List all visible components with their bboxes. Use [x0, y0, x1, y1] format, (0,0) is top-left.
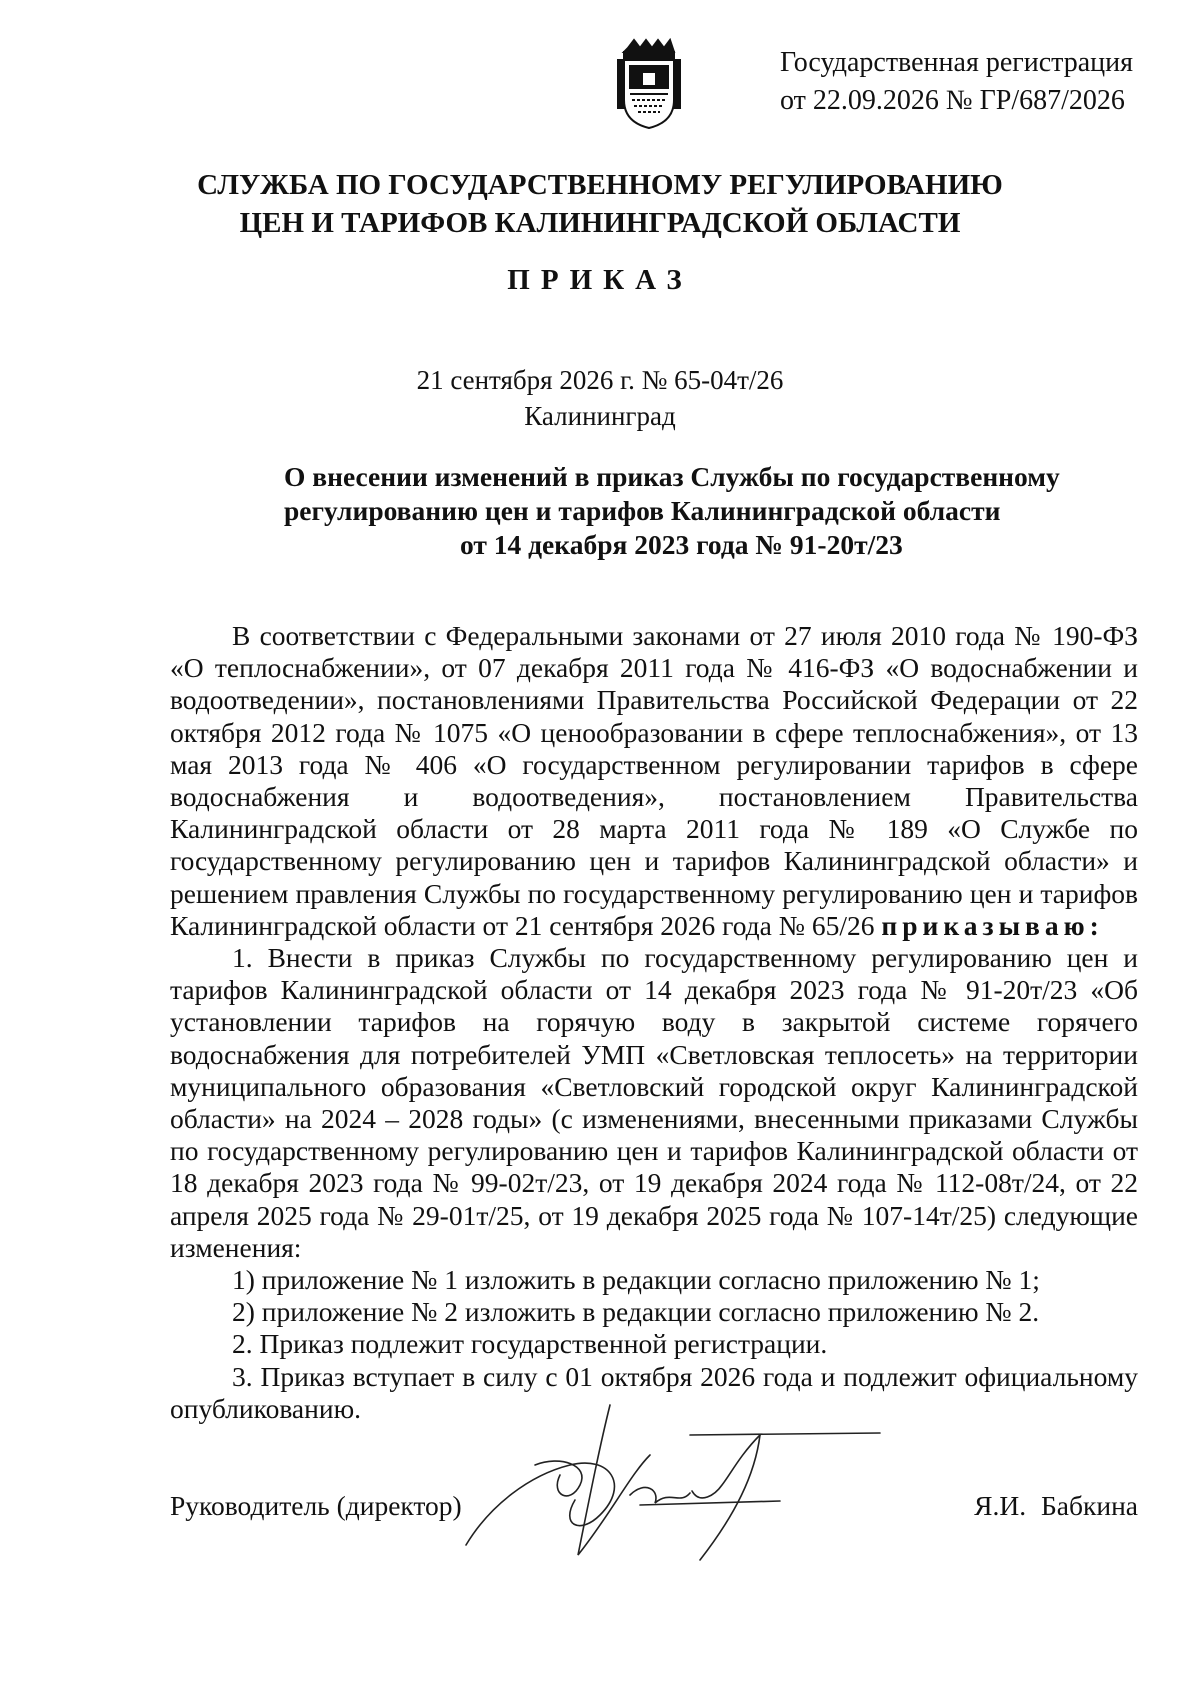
subject-line-3: от 14 декабря 2023 года № 91-20т/23	[460, 529, 903, 560]
item-1-subitem-1: 1) приложение № 1 изложить в редакции согласно приложению № 1;	[232, 1264, 1040, 1296]
item-1-subitem-2: 2) приложение № 2 изложить в редакции согласно приложению № 2.	[232, 1296, 1040, 1328]
registration-line-2: от 22.09.2026 № ГР/687/2026	[780, 85, 1125, 116]
coat-of-arms-icon	[616, 38, 682, 130]
registration-stamp	[780, 44, 1133, 120]
item-2: 2. Приказ подлежит государственной регистрации.	[232, 1328, 828, 1360]
document-subject	[270, 460, 1090, 562]
subject-line-2: регулированию цен и тарифов Калининградской области	[284, 495, 1001, 526]
preamble-paragraph	[170, 620, 1138, 942]
document-body	[170, 620, 1138, 1425]
signer-name: Я.И. Бабкина	[974, 1490, 1138, 1521]
order-word: приказываю:	[881, 909, 1104, 941]
organization-name	[0, 166, 1200, 242]
city: Калининград	[524, 401, 676, 431]
document-type: ПРИКАЗ	[507, 264, 693, 296]
handwritten-signature	[460, 1395, 900, 1575]
date-number: 21 сентября 2026 г. № 65-04т/26	[416, 365, 784, 395]
date-and-number-block	[0, 362, 1200, 434]
organization-line-2: ЦЕН И ТАРИФОВ КАЛИНИНГРАДСКОЙ ОБЛАСТИ	[239, 207, 961, 239]
item-3: 3. Приказ вступает в силу с 01 октября 2026 года и подлежит официальному опубликованию.	[170, 1360, 1138, 1424]
subject-line-1: О внесении изменений в приказ Службы по государственному	[284, 461, 1060, 492]
registration-line-1: Государственная регистрация	[780, 47, 1133, 78]
preamble-text: В соответствии с Федеральными законами от 27 июля 2010 года № 190-ФЗ «О теплоснабжении», от 07 декабря 2011 года № 416-ФЗ «О водоснабжении и водоотведении», постановлениями Правительства Российской Федерации от 22 октября 2012 года № 1075 «О ценообразовании в сфере теплоснабжения», от 13 мая 2013 года № 406 «О государственном регулировании тарифов в сфере водоснабжения и водоотведения», постановлением Правительства Калининградской области от 28 марта 2011 года № 189 «О Службе по государственному регулированию цен и тарифов Калининградской области» и решением правления Службы по государственному регулированию цен и тарифов Калининградской области от 21 сентября 2026 года № 65/26	[170, 620, 1138, 941]
item-1: 1. Внести в приказ Службы по государственному регулированию цен и тарифов Калининградской области от 14 декабря 2023 года № 91-20т/23 «Об установлении тарифов на горячую воду в закрытой системе горячего водоснабжения для потребителей УМП «Светловская теплосеть» на территории муниципального образования «Светловский городской округ Калининградской области» на 2024 – 2028 годы» (с изменениями, внесенными приказами Службы по государственному регулированию цен и тарифов Калининградской области от 18 декабря 2023 года № 99-02т/23, от 19 декабря 2024 года № 112-08т/24, от 22 апреля 2025 года № 29-01т/25, от 19 декабря 2025 года № 107-14т/25) следующие изменения:	[170, 942, 1138, 1263]
signer-title: Руководитель (директор)	[170, 1490, 462, 1521]
organization-line-1: СЛУЖБА ПО ГОСУДАРСТВЕННОМУ РЕГУЛИРОВАНИЮ	[197, 169, 1003, 201]
